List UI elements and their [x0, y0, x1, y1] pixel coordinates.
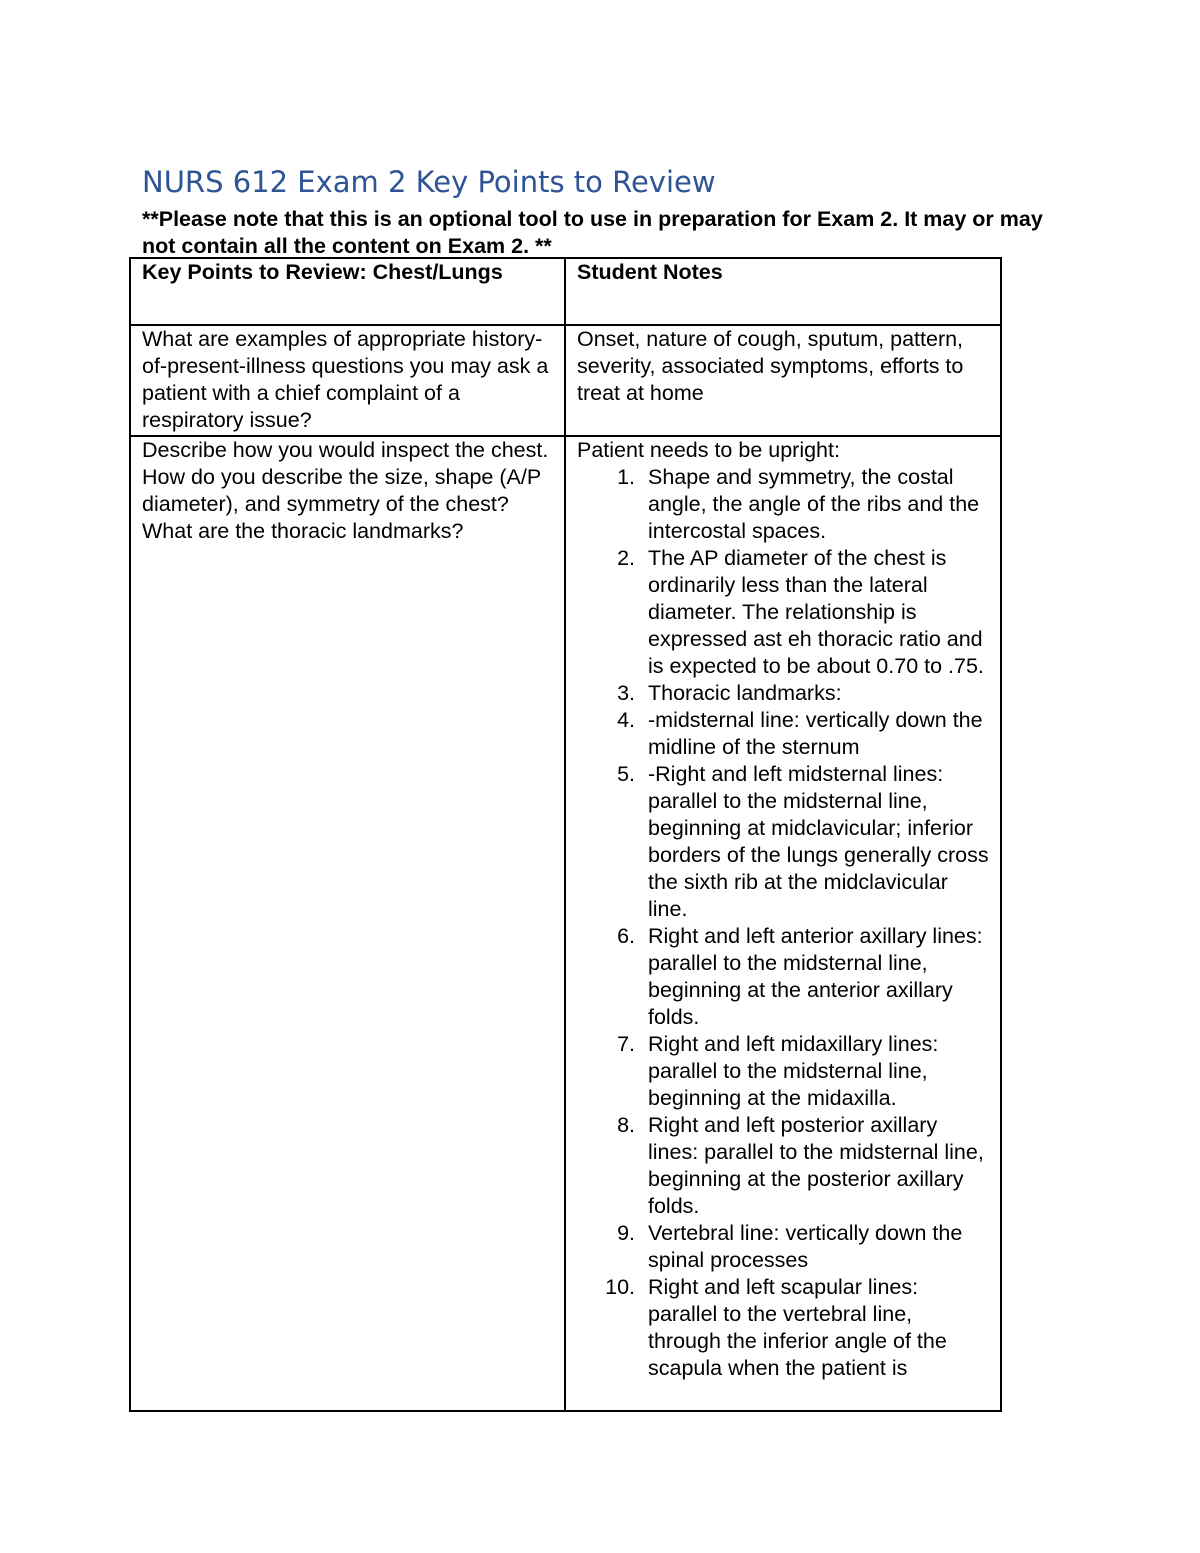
list-item-number: 10. [605, 1275, 635, 1299]
list-item-number: 4. [617, 708, 635, 732]
list-item [577, 1274, 990, 1382]
list-item [577, 1112, 990, 1220]
list-item-number: 6. [617, 924, 635, 948]
question-cell: What are examples of appropriate history-of-present-illness questions you may ask a patient with a chief complaint of a respiratory issue? [130, 325, 565, 436]
list-item-number: 5. [617, 762, 635, 786]
list-item-number: 2. [617, 546, 635, 570]
list-item [577, 1220, 990, 1274]
list-item [577, 680, 990, 707]
table-header-row [130, 258, 1001, 325]
list-item-number: 3. [617, 681, 635, 705]
list-item-text: -midsternal line: vertically down the midline of the sternum [648, 708, 983, 759]
table-row [130, 325, 1001, 436]
list-item-number: 8. [617, 1113, 635, 1137]
list-item-text: -Right and left midsternal lines: parallel to the midsternal line, beginning at midclavicular; inferior borders of the lungs generally cross the sixth rib at the midclavicular line. [648, 762, 989, 921]
list-item-text: Right and left scapular lines: parallel to the vertebral line, through the inferior angle of the scapula when the patient is [648, 1275, 947, 1380]
notes-cell: Onset, nature of cough, sputum, pattern, severity, associated symptoms, efforts to treat at home [565, 325, 1001, 436]
header-student-notes: Student Notes [565, 258, 1001, 325]
list-item [577, 923, 990, 1031]
disclaimer-note: **Please note that this is an optional tool to use in preparation for Exam 2. It may or may not contain all the content on Exam 2. ** [142, 207, 1043, 258]
notes-list [577, 464, 990, 1382]
page-title: NURS 612 Exam 2 Key Points to Review [142, 165, 716, 199]
notes-cell [565, 436, 1001, 1411]
list-item-number: 7. [617, 1032, 635, 1056]
header-key-points: Key Points to Review: Chest/Lungs [130, 258, 565, 325]
list-item [577, 761, 990, 923]
list-item-text: The AP diameter of the chest is ordinarily less than the lateral diameter. The relationship is expressed ast eh thoracic ratio and is expected to be about 0.70 to .75. [648, 546, 984, 678]
list-item [577, 1031, 990, 1112]
list-item [577, 545, 990, 680]
list-item-text: Right and left anterior axillary lines: parallel to the midsternal line, beginning at the anterior axillary folds. [648, 924, 983, 1029]
table-row [130, 436, 1001, 1411]
list-item-text: Right and left midaxillary lines: parallel to the midsternal line, beginning at the midaxilla. [648, 1032, 939, 1110]
list-item-text: Shape and symmetry, the costal angle, the angle of the ribs and the intercostal spaces. [648, 465, 980, 543]
list-item [577, 464, 990, 545]
list-item-text: Right and left posterior axillary lines: parallel to the midsternal line, beginning at the posterior axillary folds. [648, 1113, 984, 1218]
list-item-number: 1. [617, 465, 635, 489]
question-cell: Describe how you would inspect the chest. How do you describe the size, shape (A/P diameter), and symmetry of the chest? What are the thoracic landmarks? [130, 436, 565, 1411]
review-table [129, 257, 1002, 1412]
list-item [577, 707, 990, 761]
list-item-text: Thoracic landmarks: [648, 681, 842, 705]
list-item-text: Vertebral line: vertically down the spinal processes [648, 1221, 963, 1272]
list-item-number: 9. [617, 1221, 635, 1245]
notes-intro: Patient needs to be upright: [577, 438, 840, 462]
